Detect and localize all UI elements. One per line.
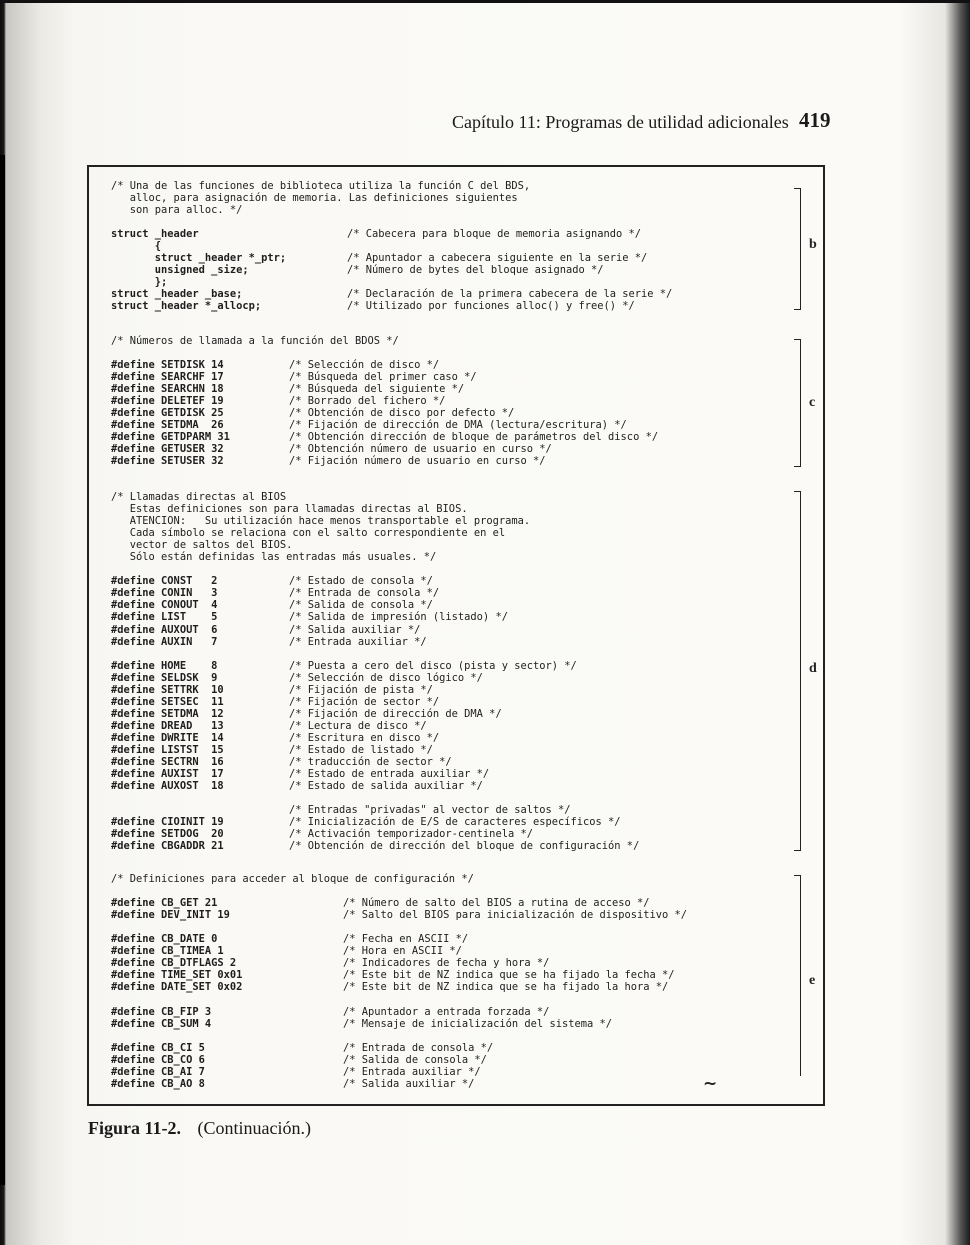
code-comment: /* Estado de listado */ [289, 743, 433, 756]
code-comment: /* Inicialización de E/S de caracteres específicos */ [289, 816, 621, 829]
code-line [111, 659, 577, 672]
code-comment: /* Lectura de disco */ [289, 719, 427, 732]
blank-line [111, 921, 474, 933]
code-text: #define CB_CI 5 [111, 1041, 205, 1054]
blank-line [111, 216, 530, 228]
code-comment: /* Número de bytes del bloque asignado */ [347, 264, 604, 277]
code-line [111, 300, 635, 313]
code-comment: /* Selección de disco lógico */ [289, 671, 483, 684]
code-text: #define SETSEC 11 [111, 695, 224, 708]
intro-comment-line: Cada símbolo se relaciona con el salto correspondiente en el [111, 527, 506, 540]
code-text: #define SETTRK 10 [111, 683, 224, 696]
intro-comment-line: Sólo están definidas las entradas más usuales. */ [111, 551, 437, 564]
code-line [111, 780, 530, 792]
code-comment: /* Cabecera para bloque de memoria asignando */ [347, 228, 642, 241]
continuation-mark: ~ [703, 1074, 718, 1094]
section-label-d: d [809, 661, 817, 676]
blank-line [111, 792, 530, 804]
code-comment: /* Mensaje de inicialización del sistema */ [343, 1017, 612, 1030]
intro-comment-line: /* Llamadas directas al BIOS [111, 491, 287, 503]
code-line [111, 1078, 474, 1090]
intro-comment-line: alloc, para asignación de memoria. Las definiciones siguientes [111, 192, 518, 205]
code-line [111, 768, 530, 780]
binding-edge [0, 155, 5, 1185]
intro-comment-line: /* Una de las funciones de biblioteca utiliza la función C del BDS, [111, 180, 531, 192]
code-line [111, 732, 530, 744]
code-comment: /* Estado de consola */ [289, 575, 433, 588]
code-line [111, 1005, 550, 1018]
code-comment: /* traducción de sector */ [289, 756, 452, 769]
blank-line [111, 347, 399, 359]
code-line [111, 672, 530, 684]
code-comment: /* Declaración de la primera cabecera de la serie */ [347, 288, 673, 301]
code-text: #define SETUSER 32 [111, 455, 224, 468]
code-line [111, 720, 530, 732]
code-line [111, 981, 669, 994]
code-text: #define DWRITE 14 [111, 731, 224, 744]
code-comment: /* Salida de consola */ [343, 1053, 487, 1066]
code-comment: /* Entrada de consola */ [289, 587, 440, 600]
code-text: #define SEARCHN 18 [111, 383, 224, 396]
code-comment: /* Salto del BIOS para inicialización de dispositivo */ [343, 909, 688, 922]
blank-line [111, 1030, 474, 1042]
intro-comment-line: son para alloc. */ [111, 204, 243, 217]
code-text: struct _header _base; [111, 288, 243, 301]
code-text: #define CB_TIMEA 1 [111, 945, 224, 958]
blank-line [111, 885, 474, 897]
code-text: struct _header *_ptr; [111, 252, 287, 265]
code-comment: /* Obtención número de usuario en curso */ [289, 443, 552, 456]
code-section-c [111, 335, 659, 468]
code-comment: /* Entrada auxiliar */ [343, 1065, 481, 1078]
code-text: { [111, 240, 162, 253]
code-text: #define SEARCHF 17 [111, 371, 224, 384]
code-comment: /* Apuntador a entrada forzada */ [343, 1005, 550, 1018]
code-line [111, 909, 688, 922]
code-text: #define AUXOST 18 [111, 780, 224, 793]
caption-label: Figura 11-2. [88, 1118, 181, 1138]
code-line [111, 359, 440, 372]
code-line [111, 228, 642, 241]
code-text: }; [111, 276, 168, 289]
code-text: #define CB_DATE 0 [111, 933, 218, 946]
code-text: #define HOME 8 [111, 659, 218, 672]
code-line [111, 1017, 612, 1030]
page-number: 419 [799, 108, 831, 132]
chapter-title: Capítulo 11: Programas de utilidad adicionales [452, 112, 789, 132]
code-line [111, 696, 530, 708]
code-line [111, 611, 530, 623]
code-comment: /* Este bit de NZ indica que se ha fijado la fecha */ [343, 969, 675, 982]
code-comment: /* Entradas "privadas" al vector de saltos */ [289, 804, 571, 817]
code-comment: /* Salida de impresión (listado) */ [289, 611, 508, 624]
section-label-e: e [809, 973, 816, 988]
blank-line [111, 648, 530, 660]
code-section-d [111, 491, 640, 853]
code-line [111, 407, 515, 420]
code-text: #define LISTST 15 [111, 743, 224, 756]
code-line [111, 816, 621, 829]
caption-text: (Continuación.) [197, 1118, 311, 1138]
bracket-e [794, 875, 801, 1076]
code-comment: /* Fijación de dirección de DMA */ [289, 707, 502, 720]
code-line [111, 1053, 487, 1066]
code-line [111, 840, 640, 853]
code-line [111, 371, 477, 384]
code-line [111, 443, 552, 456]
code-text: struct _header [111, 228, 199, 241]
code-comment: /* Este bit de NZ indica que se ha fijado la hora */ [343, 981, 669, 994]
code-line [111, 933, 474, 945]
code-comment: /* Búsqueda del primer caso */ [289, 371, 477, 384]
code-text: #define TIME_SET 0x01 [111, 969, 243, 982]
code-comment: /* Hora en ASCII */ [343, 945, 462, 958]
code-comment: /* Puesta a cero del disco (pista y sector) */ [289, 659, 577, 672]
code-line [111, 957, 550, 970]
code-text: #define DATE_SET 0x02 [111, 981, 243, 994]
code-line [111, 756, 530, 768]
code-comment: /* Salida de consola */ [289, 599, 433, 612]
code-comment: /* Fijación número de usuario en curso */ [289, 455, 546, 468]
code-text: #define CB_GET 21 [111, 897, 218, 910]
code-text: #define GETDPARM 31 [111, 431, 230, 444]
intro-comment-line: /* Definiciones para acceder al bloque de configuración */ [111, 873, 474, 885]
code-line [111, 276, 530, 288]
code-comment: /* Apuntador a cabecera siguiente en la serie */ [347, 252, 648, 265]
code-comment: /* Salida auxiliar */ [343, 1077, 475, 1090]
code-text: #define SECTRN 16 [111, 756, 224, 769]
code-line [111, 969, 675, 982]
code-text: unsigned _size; [111, 264, 249, 277]
code-text: #define CIOINIT 19 [111, 816, 224, 829]
code-text: #define SETDMA 26 [111, 419, 224, 432]
code-comment: /* Fijación de dirección de DMA (lectura/escritura) */ [289, 419, 627, 432]
blank-line [111, 993, 474, 1005]
code-line [111, 431, 659, 444]
code-text: #define CBGADDR 21 [111, 840, 224, 853]
code-line [111, 1041, 494, 1054]
code-line [111, 264, 604, 277]
code-line [111, 1065, 481, 1078]
code-text: #define SETDOG 20 [111, 828, 224, 841]
code-line [111, 945, 474, 957]
code-section-b [111, 180, 673, 313]
code-text: #define CB_AO 8 [111, 1077, 205, 1090]
code-text: #define CB_FIP 3 [111, 1005, 212, 1018]
code-line [111, 383, 465, 396]
code-comment: /* Número de salto del BIOS a rutina de acceso */ [343, 897, 650, 910]
code-text: #define AUXOUT 6 [111, 623, 218, 636]
code-line [111, 575, 530, 587]
code-figure-frame [87, 165, 825, 1106]
code-text: #define CB_SUM 4 [111, 1017, 212, 1030]
figure-caption [88, 1118, 311, 1139]
code-comment: /* Borrado del fichero */ [289, 395, 446, 408]
code-text: #define DREAD 13 [111, 719, 224, 732]
code-line [111, 419, 627, 432]
intro-comment-line: /* Números de llamada a la función del BDOS */ [111, 335, 399, 347]
code-comment: /* Entrada de consola */ [343, 1041, 494, 1054]
running-header [452, 108, 832, 142]
code-text: #define DELETEF 19 [111, 395, 224, 408]
bracket-d [794, 491, 801, 851]
code-line [111, 252, 648, 265]
code-line [111, 455, 546, 468]
intro-comment-line: ATENCION: Su utilización hace menos transportable el programa. [111, 515, 531, 528]
code-line [111, 636, 530, 648]
section-label-c: c [809, 395, 816, 410]
code-comment: /* Indicadores de fecha y hora */ [343, 957, 550, 970]
code-text: #define CONIN 3 [111, 587, 218, 600]
intro-comment-line: Estas definiciones son para llamadas directas al BIOS. [111, 503, 468, 516]
code-line [111, 804, 571, 817]
intro-comment-line: vector de saltos del BIOS. [111, 539, 293, 552]
code-comment: /* Obtención dirección de bloque de parámetros del disco */ [289, 431, 659, 444]
code-comment: /* Búsqueda del siguiente */ [289, 383, 465, 396]
code-line [111, 684, 530, 696]
code-text: #define SETDMA 12 [111, 707, 224, 720]
code-comment: /* Estado de entrada auxiliar */ [289, 768, 490, 781]
code-text: #define LIST 5 [111, 611, 218, 624]
code-text: #define SELDSK 9 [111, 671, 218, 684]
code-line [111, 624, 530, 636]
blank-line [111, 563, 530, 575]
code-comment: /* Escritura en disco */ [289, 731, 440, 744]
code-line [111, 395, 446, 408]
code-text: #define CONOUT 4 [111, 599, 218, 612]
code-comment: /* Fecha en ASCII */ [343, 933, 469, 946]
code-line [111, 587, 530, 599]
code-text: #define CB_AI 7 [111, 1065, 205, 1078]
bracket-b [794, 188, 801, 310]
code-text: #define CONST 2 [111, 575, 218, 588]
code-text: struct _header *_allocp; [111, 300, 262, 313]
code-text: #define GETUSER 32 [111, 443, 224, 456]
code-text: #define SETDISK 14 [111, 359, 224, 372]
section-label-b: b [809, 237, 817, 252]
code-comment: /* Activación temporizador-centinela */ [289, 828, 533, 841]
code-comment: /* Salida auxiliar */ [289, 623, 421, 636]
code-text: #define AUXIST 17 [111, 768, 224, 781]
code-text: #define DEV_INIT 19 [111, 909, 230, 922]
code-text: #define AUXIN 7 [111, 635, 218, 648]
code-comment: /* Fijación de sector */ [289, 695, 440, 708]
page-top-edge [0, 0, 970, 3]
code-comment: /* Obtención de disco por defecto */ [289, 407, 515, 420]
code-comment: /* Estado de salida auxiliar */ [289, 780, 483, 793]
code-text: #define CB_CO 6 [111, 1053, 205, 1066]
code-section-e [111, 873, 688, 1090]
code-text: #define GETDISK 25 [111, 407, 224, 420]
bracket-c [794, 339, 801, 467]
code-comment: /* Fijación de pista */ [289, 683, 433, 696]
code-line [111, 828, 533, 841]
code-line [111, 744, 530, 756]
code-comment: /* Utilizado por funciones alloc() y free() */ [347, 300, 635, 313]
code-line [111, 708, 530, 720]
code-text: #define CB_DTFLAGS 2 [111, 957, 237, 970]
code-comment: /* Obtención de dirección del bloque de configuración */ [289, 840, 640, 853]
code-line [111, 897, 650, 910]
code-line [111, 240, 530, 252]
code-comment: /* Entrada auxiliar */ [289, 635, 427, 648]
code-line [111, 599, 530, 611]
code-comment: /* Selección de disco */ [289, 359, 440, 372]
code-line [111, 288, 673, 301]
